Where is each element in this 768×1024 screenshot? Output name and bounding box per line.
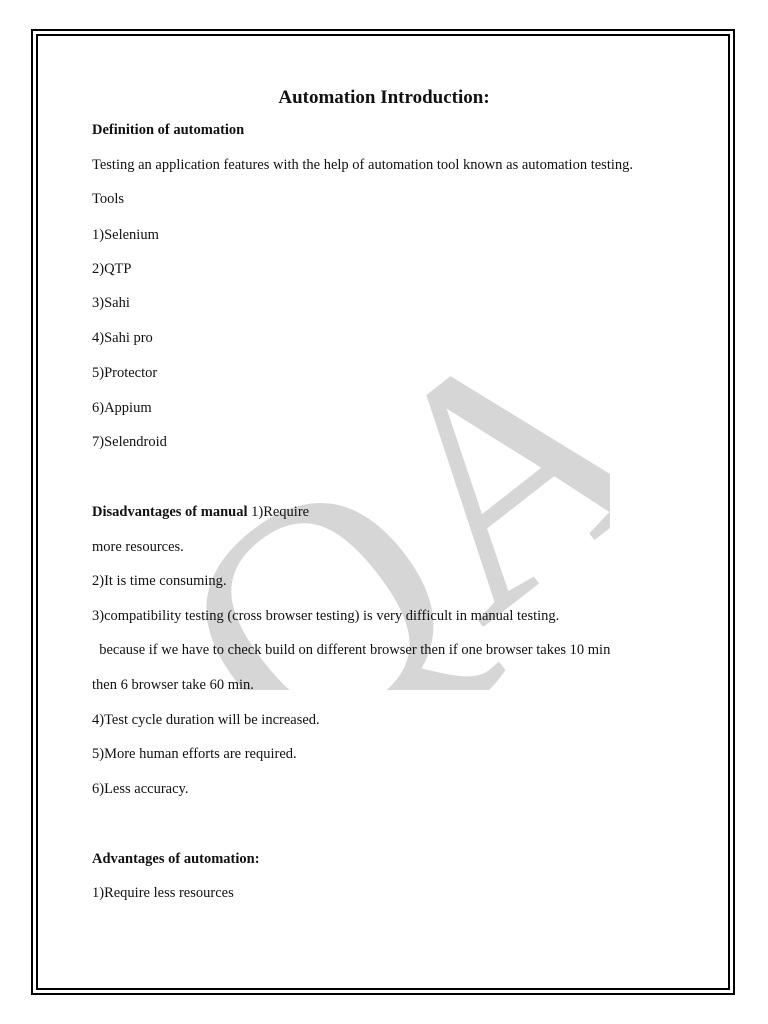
watermark-text: QA <box>150 330 610 690</box>
tool-item: 1)Selenium <box>92 227 159 243</box>
tool-item: 6)Appium <box>92 400 152 416</box>
disadvantage-line: 5)More human efforts are required. <box>92 746 297 762</box>
tools-heading: Tools <box>92 191 125 207</box>
disadvantage-line: 6)Less accuracy. <box>92 781 189 797</box>
tool-item: 7)Selendroid <box>92 434 167 450</box>
disadvantages-heading: Disadvantages of manual <box>92 504 248 520</box>
definition-heading: Definition of automation <box>92 122 245 138</box>
disadvantages-first-line <box>92 504 309 521</box>
disadvantage-line: because if we have to check build on different browser then if one browser takes 10 min <box>92 642 611 658</box>
disadvantage-line: then 6 browser take 60 min. <box>92 677 254 693</box>
page-title: Automation Introduction: <box>278 87 490 108</box>
disadvantage-item-start: 1)Require <box>247 504 310 520</box>
disadvantage-line: 2)It is time consuming. <box>92 573 227 589</box>
disadvantage-line: more resources. <box>92 539 184 555</box>
disadvantage-line: 4)Test cycle duration will be increased. <box>92 712 320 728</box>
disadvantage-line: 3)compatibility testing (cross browser testing) is very difficult in manual testing. <box>92 608 560 624</box>
tool-item: 5)Protector <box>92 365 158 381</box>
tool-item: 3)Sahi <box>92 295 130 311</box>
advantage-item: 1)Require less resources <box>92 885 234 901</box>
definition-text: Testing an application features with the help of automation tool known as automation testing. <box>92 157 634 173</box>
advantages-heading: Advantages of automation: <box>92 851 260 867</box>
tool-item: 4)Sahi pro <box>92 330 153 346</box>
tool-item: 2)QTP <box>92 261 132 277</box>
